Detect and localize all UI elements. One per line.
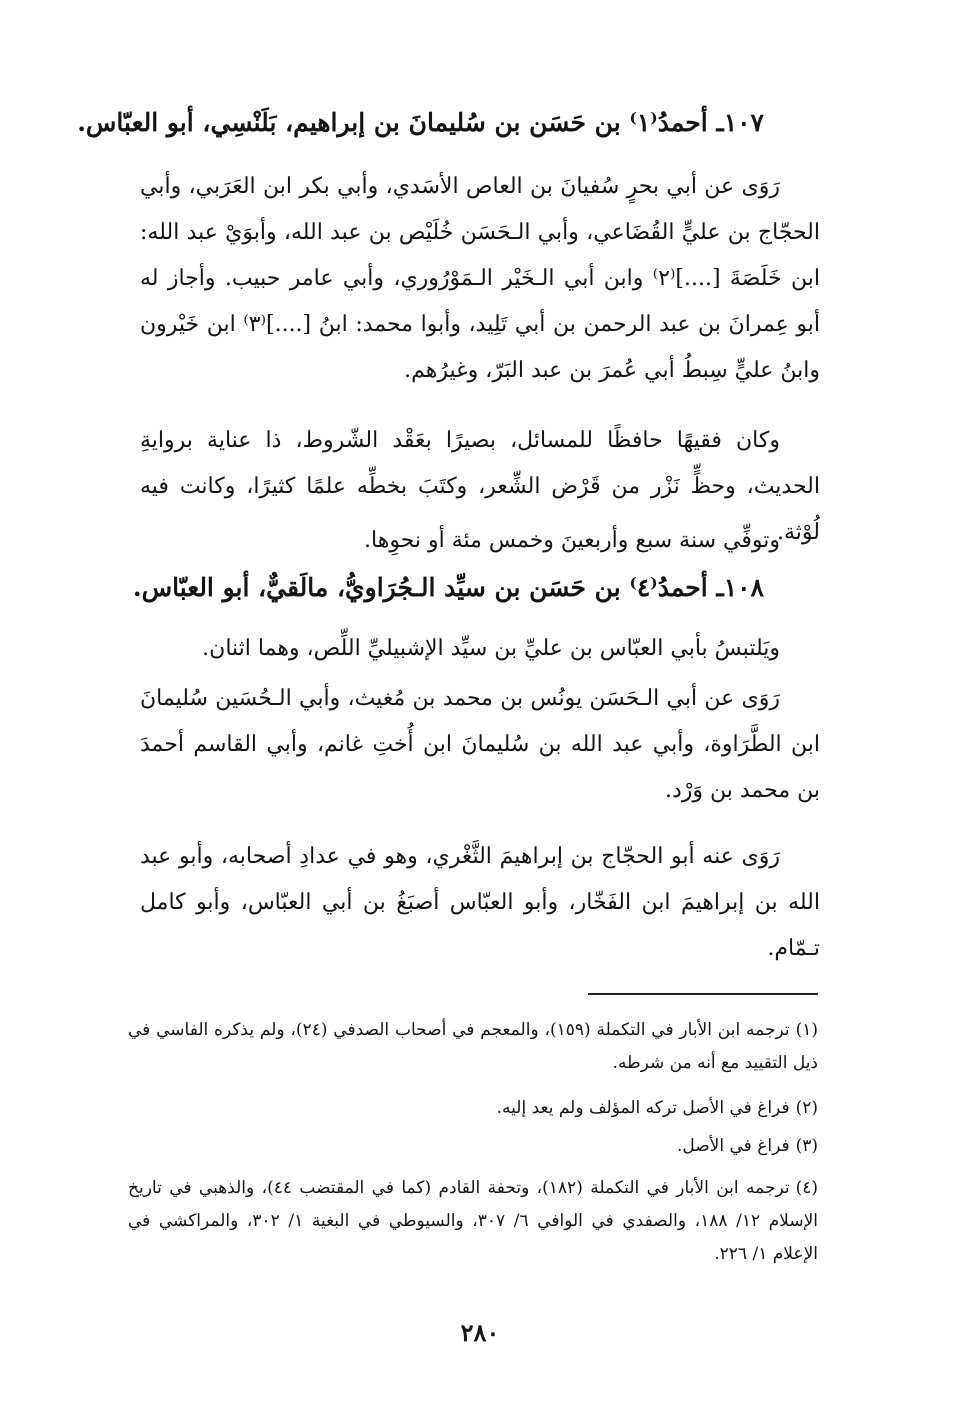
footnote-text: فراغ في الأصل.: [676, 1136, 790, 1156]
entry-108-teachers-paragraph: رَوَى عن أبي الـحَسَن يونُس بن محمد بن مُغيث، وأبي الـحُسَين سُليمانَ ابن الطَّرَاوة، وأبي عبد الله بن سُليمانَ ابن أُختِ غانم، وأبي القاسم أحمدَ بن محمد بن وَرْد.: [140, 686, 820, 803]
footnote-text: ترجمه ابن الأبار في التكملة (١٥٩)، والمعجم في أصحاب الصدفي (٢٤)، ولم يذكره الفاسي في ذيل التقييد مع أنه من شرطه.: [128, 1020, 818, 1073]
entry-108-students-paragraph: رَوَى عنه أبو الحجّاج بن إبراهيمَ الثَّغْري، وهو في عدادِ أصحابه، وأبو عبد الله بن إبراهيمَ ابن الفَخّار، وأبو العبّاس أصبَغُ بن أبي العبّاس، وأبو كامل تـمّام.: [140, 844, 820, 961]
footnote-text: ترجمه ابن الأبار في التكملة (١٨٢)، وتحفة القادم (كما في المقتضب ٤٤)، والذهبي في تاريخ الإسلام ١٢/ ١٨٨، والصفدي في الوافي ٦/ ٣٠٧، والسيوطي في البغية ١/ ٣٠٢، والمراكشي في الإعلام ١/ ٢٢٦.: [128, 1178, 818, 1264]
footnote-number: (١): [795, 1020, 818, 1040]
entry-108-heading: ١٠٨ـ أحمدُ⁽٤⁾ بن حَسَن بن سيِّد الـجُرَاويُّ، مالَقيٌّ، أبو العبّاس.: [132, 573, 764, 602]
page-number: ٢٨٠: [460, 1318, 500, 1347]
entry-108-disambiguation-paragraph: ويَلتبسُ بأبي العبّاس بن عليِّ بن سيِّد الإشبيليِّ اللِّص، وهما اثنان.: [202, 636, 780, 661]
footnote-divider: [588, 993, 818, 995]
entry-107-heading: ١٠٧ـ أحمدُ⁽١⁾ بن حَسَن بن سُليمانَ بن إبراهيم، بَلَنْسِي، أبو العبّاس.: [77, 108, 764, 137]
footnote-4: [128, 1172, 818, 1271]
footnote-text: فراغ في الأصل تركه المؤلف ولم يعد إليه.: [496, 1098, 790, 1118]
footnote-1: [128, 1014, 818, 1080]
entry-107-description-paragraph: وكان فقيهًا حافظًا للمسائل، بصيرًا بعَقْد الشّروط، ذا عناية بروايةِ الحديث، وحظٍّ نَزْر من قَرْض الشِّعر، وكتَبَ بخطِّه علمًا كثيرًا، وكانت فيه لُوْثة.: [140, 428, 820, 545]
footnote-3: [128, 1130, 818, 1163]
footnote-number: (٤): [795, 1178, 818, 1198]
entry-107-death-paragraph: وتوفِّي سنة سبع وأربعينَ وخمس مئة أو نحوِها.: [364, 528, 780, 553]
footnote-number: (٢): [795, 1098, 818, 1118]
footnote-2: [128, 1092, 818, 1125]
footnote-number: (٣): [795, 1136, 818, 1156]
entry-107-narrators-paragraph: رَوَى عن أبي بحرٍ سُفيانَ بن العاص الأسَدي، وأبي بكر ابن العَرَبي، وأبي الحجّاج بن عليٍّ القُضَاعي، وأبي الـحَسَن خُلَيْص بن عبد الله، وأبوَيْ عبد الله: ابن خَلَصَةَ [....]⁽٢⁾ وابن أبي الـخَيْر الـمَوْرُوري، وأبي عامر حبيب. وأجاز له أبو عِمرانَ بن عبد الرحمن بن أبي تَلِيد، وأبوا محمد: ابنُ [....]⁽٣⁾ ابن خَيْرون وابنُ عليٍّ سِبطُ أبي عُمرَ بن عبد البَرّ، وغيرُهم.: [140, 174, 820, 383]
